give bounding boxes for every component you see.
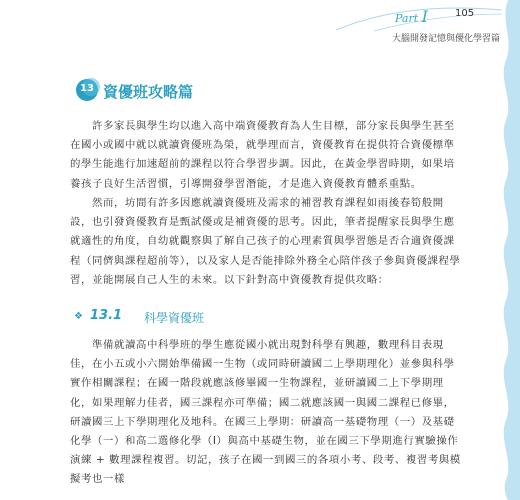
part-word: Part	[395, 12, 419, 25]
section-number: 13.1	[90, 308, 123, 323]
part-number: I	[421, 7, 428, 26]
part-label	[395, 7, 428, 26]
section-paragraph: 準備就讀高中科學班的學生應從國小就出現對科學有興趣，數理科目表現佳，在小五或小六開始準備國一生物（或同時研讀國二上學期理化）並參與科學實作相關課程；在國一階段就應該修畢國一生物課程，並研讀國二上下學期理化，如果理解力佳者，國三課程亦可準備；國二就應該國一與國二課程已修畢，研讀國三上下學期理化及地科。在國三上學期：研讀高一基礎物理（一）及基礎化學（一）和高二選修化學（I）與高中基礎生物，並在國三下學期進行實驗操作演練 + 數理課程複習。切記，孩子在國一到國三的各項小考、段考、複習考與模擬考也一樣	[70, 339, 461, 486]
paragraph-1: 許多家長與學生均以進入高中端資優教育為人生目標，部分家長與學生甚至在國小或國中就以就讀資優班為榮，就學理而言，資優教育在提供符合資優標準的學生能進行加速超前的課程以符合學習步調。因此，在黃金學習時期，如果培養孩子良好生活習慣，引導開發學習潛能，才是進入資優教育體系重點。	[70, 120, 455, 190]
chapter-number: 13	[80, 83, 94, 94]
chapter-title: 資優班攻略篇	[103, 83, 194, 101]
running-subtitle: 大腦開發記憶與優化學習篇	[391, 34, 500, 44]
side-wave-decoration	[488, 0, 520, 500]
diamond-bullet-icon: ❖	[74, 311, 83, 322]
page-number: 105	[455, 8, 475, 19]
section-title: 科學資優班	[144, 311, 205, 325]
paragraph-2: 然而，坊間有許多因應就讀資優班及需求的補習教育課程如雨後春筍般開設，也引發資優教育是甄試優或是補資優的思考。因此，筆者提醒家長與學生應就適性的角度，自幼就觀察與了解自己孩子的心理素質與學習態是否合適資優課程（同儕與課程超前等），以及家人是否能排除外務全心陪伴孩子參與資優課程學習，並能開展自己人生的未來。以下針對高中資優教育提供攻略：	[70, 197, 461, 286]
